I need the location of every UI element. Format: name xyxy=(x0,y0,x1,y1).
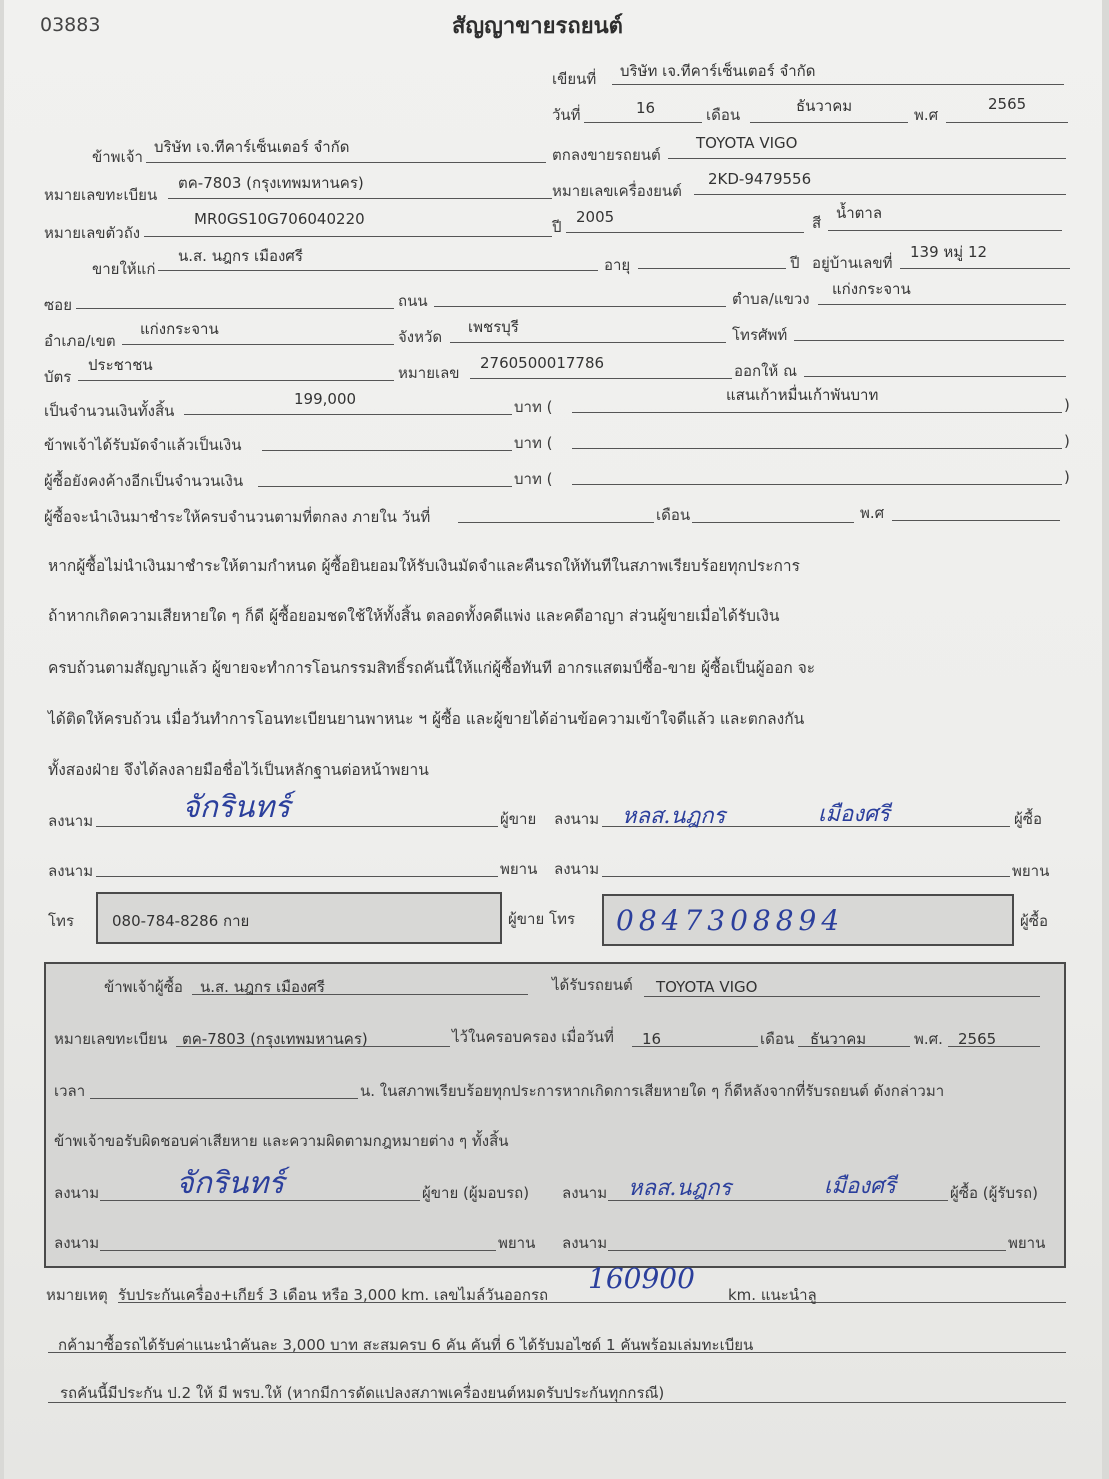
line-remaining-text xyxy=(572,484,1062,485)
line-deposit xyxy=(262,450,512,451)
receipt-line-witness-2 xyxy=(608,1250,1006,1251)
line-pay-month xyxy=(692,522,854,523)
label-baht-deposit: บาท ( xyxy=(514,434,553,452)
receipt-line-time xyxy=(90,1098,358,1099)
line-total-text xyxy=(572,412,1062,413)
paren-close-deposit: ) xyxy=(1064,432,1070,450)
receipt-label-i-buyer: ข้าพเจ้าผู้ซื้อ xyxy=(104,978,183,996)
line-pay-date xyxy=(458,522,654,523)
value-car-year: 2005 xyxy=(576,208,615,226)
notes-km-suffix: km. แนะนำลู xyxy=(728,1286,817,1304)
line-phone xyxy=(794,340,1064,341)
line-total-amount xyxy=(184,414,512,415)
value-car-color: น้ำตาล xyxy=(836,204,883,222)
label-seller: ผู้ขาย xyxy=(500,810,537,828)
receipt-responsibility: ข้าพเจ้าขอรับผิดชอบค่าเสียหาย และความผิดตามกฎหมายต่าง ๆ ทั้งสิ้น xyxy=(54,1132,509,1150)
receipt-label-sign-witness-2: ลงนาม xyxy=(562,1234,608,1252)
receipt-reg-no: ตค-7803 (กรุงเทพมหานคร) xyxy=(182,1030,368,1048)
contract-paper xyxy=(4,0,1102,1479)
line-engine-no xyxy=(694,194,1066,195)
value-reg-no: ตค-7803 (กรุงเทพมหานคร) xyxy=(178,174,364,192)
value-total-text: แสนเก้าหมื่นเก้าพันบาท xyxy=(726,386,879,404)
terms-line-5: ทั้งสองฝ่าย จึงได้ลงลายมือชื่อไว้เป็นหลักฐานต่อหน้าพยาน xyxy=(48,761,429,779)
label-card: บัตร xyxy=(44,368,72,386)
receipt-label-reg: หมายเลขทะเบียน xyxy=(54,1030,168,1048)
line-buyer-name xyxy=(158,270,598,271)
receipt-label-possession: ไว้ในครอบครอง เมื่อวันที่ xyxy=(452,1028,614,1046)
label-road: ถนน xyxy=(398,292,428,310)
value-month: ธันวาคม xyxy=(796,97,853,115)
receipt-label-buyer-receive: ผู้ซื้อ (ผู้รับรถ) xyxy=(950,1184,1038,1202)
document-title: สัญญาขายรถยนต์ xyxy=(452,14,623,39)
label-agree-sell: ตกลงขายรถยนต์ xyxy=(552,146,661,164)
label-sign-witness-1: ลงนาม xyxy=(48,862,94,880)
label-baht-remaining: บาท ( xyxy=(514,470,553,488)
receipt-label-sign-buyer: ลงนาม xyxy=(562,1184,608,1202)
label-sign-witness-2: ลงนาม xyxy=(554,860,600,878)
label-age: อายุ xyxy=(604,256,631,274)
buyer-phone: 0847308894 xyxy=(616,904,845,937)
receipt-label-witness-1: พยาน xyxy=(498,1234,536,1252)
line-road xyxy=(434,306,726,307)
buyer-phone-box xyxy=(602,894,1014,946)
seller-phone-box xyxy=(96,892,502,944)
receipt-date: 16 xyxy=(642,1030,662,1048)
label-years: ปี xyxy=(790,254,800,272)
value-subdistrict: แก่งกระจาน xyxy=(832,280,911,298)
label-buyer-tel: ผู้ซื้อ xyxy=(1020,912,1048,930)
label-remaining: ผู้ซื้อยังคงค้างอีกเป็นจำนวนเงิน xyxy=(44,472,244,490)
line-deposit-text xyxy=(572,448,1062,449)
receipt-label-year: พ.ศ. xyxy=(914,1030,943,1048)
label-soi: ซอย xyxy=(44,296,72,314)
label-engine-no: หมายเลขเครื่องยนต์ xyxy=(552,182,682,200)
line-card-number xyxy=(470,378,732,379)
label-color: สี xyxy=(812,214,822,232)
label-district: อำเภอ/เขต xyxy=(44,332,116,350)
line-month xyxy=(750,122,908,123)
receipt-label-month: เดือน xyxy=(760,1030,795,1048)
terms-line-1: หากผู้ซื้อไม่นำเงินมาชำระให้ตามกำหนด ผู้ซื้อยินยอมให้รับเงินมัดจำและคืนรถให้ทันทีในสภาพเรียบร้อยทุกประการ xyxy=(48,557,800,575)
document-number: 03883 xyxy=(40,14,101,36)
receipt-line-car xyxy=(644,996,1040,997)
value-card-type: ประชาชน xyxy=(88,356,153,374)
paren-close-total: ) xyxy=(1064,396,1070,414)
label-tel: โทร xyxy=(48,912,75,930)
line-district xyxy=(122,344,394,345)
seller-phone: 080-784-8286 กาย xyxy=(112,912,250,930)
label-seller-i: ข้าพเจ้า xyxy=(92,148,143,166)
notes-underline-1 xyxy=(118,1302,1066,1303)
value-province: เพชรบุรี xyxy=(468,318,519,336)
label-reg-no: หมายเลขทะเบียน xyxy=(44,186,158,204)
notes-underline-2 xyxy=(48,1352,1066,1353)
label-month: เดือน xyxy=(706,106,741,124)
label-house-no: อยู่บ้านเลขที่ xyxy=(812,254,893,272)
label-pay-year: พ.ศ xyxy=(860,504,885,522)
label-pay-within: ผู้ซื้อจะนำเงินมาชำระให้ครบจำนวนตามที่ตกลง ภายใน วันที่ xyxy=(44,508,431,526)
value-total-amount: 199,000 xyxy=(294,390,357,408)
terms-line-4: ได้ติดให้ครบถ้วน เมื่อวันทำการโอนทะเบียนยานพาหนะ ฯ ผู้ซื้อ และผู้ขายได้อ่านข้อความเข้าใจดีแล้ว และตกลงกัน xyxy=(48,710,805,728)
value-car-model: TOYOTA VIGO xyxy=(696,134,798,152)
line-reg-no xyxy=(168,198,552,199)
buyer-signature-first: หลส.นฎกร xyxy=(622,804,726,829)
receipt-label-sign-seller: ลงนาม xyxy=(54,1184,100,1202)
line-age xyxy=(638,268,786,269)
label-sold-to: ขายให้แก่ xyxy=(92,260,156,278)
label-seller-tel: ผู้ขาย โทร xyxy=(508,910,576,928)
line-year-be xyxy=(946,122,1068,123)
receipt-buyer-signature-last: เมืองศรี xyxy=(824,1174,896,1199)
value-seller-name: บริษัท เจ.ทีคาร์เซ็นเตอร์ จำกัด xyxy=(154,138,350,156)
label-year: ปี xyxy=(552,218,562,236)
label-sign-seller: ลงนาม xyxy=(48,812,94,830)
label-witness-1: พยาน xyxy=(500,860,538,878)
line-car-color xyxy=(828,230,1062,231)
line-sign-witness-2 xyxy=(602,876,1010,877)
line-seller-name xyxy=(146,162,546,163)
notes-line-2: กค้ามาซื้อรถได้รับค่าแนะนำคันละ 3,000 บาท สะสมครบ 6 คัน คันที่ 6 ได้รับมอไซด์ 1 คันพร้อมเล่มทะเบียน xyxy=(58,1336,754,1354)
label-phone: โทรศัพท์ xyxy=(732,326,788,344)
line-written-at xyxy=(612,84,1064,85)
label-witness-2: พยาน xyxy=(1012,862,1050,880)
label-sign-buyer: ลงนาม xyxy=(554,810,600,828)
receipt-label-witness-2: พยาน xyxy=(1008,1234,1046,1252)
receipt-label-received: ได้รับรถยนต์ xyxy=(552,976,633,994)
receipt-line-witness-1 xyxy=(100,1250,496,1251)
label-pay-month: เดือน xyxy=(656,506,691,524)
value-district: แก่งกระจาน xyxy=(140,320,219,338)
value-house-no: 139 หมู่ 12 xyxy=(910,243,988,261)
mileage-handwritten: 160900 xyxy=(588,1262,695,1295)
label-province: จังหวัด xyxy=(398,328,443,346)
receipt-box xyxy=(44,962,1066,1268)
label-card-number: หมายเลข xyxy=(398,364,460,382)
label-date: วันที่ xyxy=(552,106,581,124)
line-house-no xyxy=(900,268,1070,269)
receipt-label-sign-witness-1: ลงนาม xyxy=(54,1234,100,1252)
value-written-at: บริษัท เจ.ทีคาร์เซ็นเตอร์ จำกัด xyxy=(620,62,816,80)
value-date: 16 xyxy=(636,99,656,117)
line-issued-at xyxy=(804,376,1066,377)
receipt-seller-signature: จักรินทร์ xyxy=(176,1166,285,1201)
label-issued-at: ออกให้ ณ xyxy=(734,362,797,380)
receipt-condition: น. ในสภาพเรียบร้อยทุกประการหากเกิดการเสียหายใด ๆ ก็ดีหลังจากที่รับรถยนต์ ดังกล่าวมา xyxy=(360,1082,945,1100)
line-pay-year xyxy=(892,520,1060,521)
line-soi xyxy=(76,308,394,309)
notes-line-3: รถคันนี้มีประกัน ป.2 ให้ มี พรบ.ให้ (หากมีการดัดแปลงสภาพเครื่องยนต์หมดรับประกันทุกกรณี) xyxy=(60,1384,665,1402)
label-chassis-no: หมายเลขตัวถัง xyxy=(44,224,141,242)
notes-label: หมายเหตุ xyxy=(46,1286,108,1304)
paren-close-remaining: ) xyxy=(1064,468,1070,486)
value-chassis-no: MR0GS10G706040220 xyxy=(194,210,365,228)
receipt-car-model: TOYOTA VIGO xyxy=(656,978,758,996)
line-car-year xyxy=(566,232,804,233)
line-car-model xyxy=(668,158,1066,159)
label-written-at: เขียนที่ xyxy=(552,70,597,88)
value-buyer-name: น.ส. นฎกร เมืองศรี xyxy=(178,247,303,265)
value-year-be: 2565 xyxy=(988,95,1027,113)
receipt-buyer-signature-first: หลส.นฎกร xyxy=(628,1176,732,1201)
receipt-label-seller-deliver: ผู้ขาย (ผู้มอบรถ) xyxy=(422,1184,530,1202)
line-remaining xyxy=(258,486,512,487)
label-baht-total: บาท ( xyxy=(514,398,553,416)
receipt-month: ธันวาคม xyxy=(810,1030,867,1048)
label-total-amount: เป็นจำนวนเงินทั้งสิ้น xyxy=(44,402,175,420)
label-buyer: ผู้ซื้อ xyxy=(1014,810,1042,828)
terms-line-2: ถ้าหากเกิดความเสียหายใด ๆ ก็ดี ผู้ซื้อยอมชดใช้ให้ทั้งสิ้น ตลอดทั้งคดีแพ่ง และคดีอาญา ส่วนผู้ขายเมื่อได้รับเงิน xyxy=(48,607,780,625)
value-engine-no: 2KD-9479556 xyxy=(708,170,812,188)
line-subdistrict xyxy=(818,304,1066,305)
notes-line-1: รับประกันเครื่อง+เกียร์ 3 เดือน หรือ 3,000 km. เลขไมล์วันออกรถ xyxy=(118,1286,549,1304)
label-deposit: ข้าพเจ้าได้รับมัดจำแล้วเป็นเงิน xyxy=(44,436,242,454)
receipt-buyer-name: น.ส. นฎกร เมืองศรี xyxy=(200,978,325,996)
receipt-label-time: เวลา xyxy=(54,1082,86,1100)
label-subdistrict: ตำบล/แขวง xyxy=(732,290,810,308)
line-province xyxy=(450,342,726,343)
line-chassis-no xyxy=(144,236,552,237)
seller-signature: จักรินทร์ xyxy=(182,790,291,825)
notes-underline-3 xyxy=(48,1402,1066,1403)
label-year-be: พ.ศ xyxy=(914,106,939,124)
line-card-type xyxy=(78,380,394,381)
line-date xyxy=(584,122,702,123)
receipt-year: 2565 xyxy=(958,1030,997,1048)
buyer-signature-last: เมืองศรี xyxy=(818,802,890,827)
terms-line-3: ครบถ้วนตามสัญญาแล้ว ผู้ขายจะทำการโอนกรรมสิทธิ์รถคันนี้ให้แก่ผู้ซื้อทันที อากรแสตมป์ซื้อ-ขาย ผู้ซื้อเป็นผู้ออก จะ xyxy=(48,659,816,677)
value-card-number: 2760500017786 xyxy=(480,354,605,372)
line-sign-seller xyxy=(96,826,498,827)
line-sign-witness-1 xyxy=(96,876,498,877)
